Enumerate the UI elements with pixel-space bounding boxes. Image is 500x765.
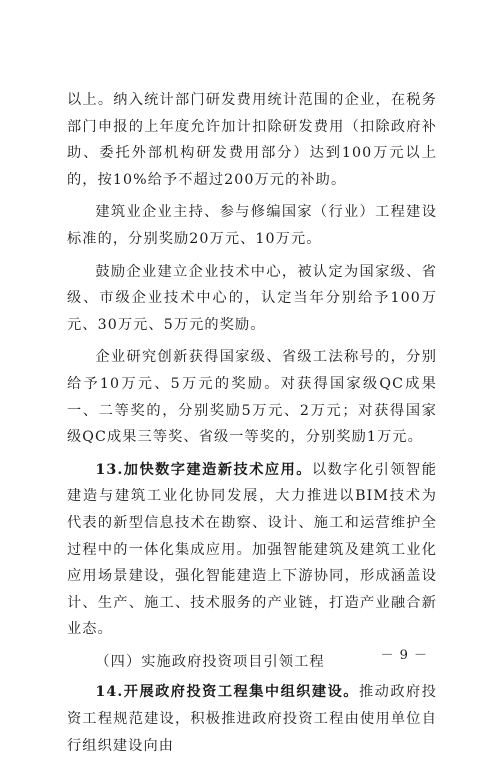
section-13-body: 以数字化引领智能建造与建筑工业化协同发展，大力推进以BIM技术为代表的新型信息技术在勘察、设计、施工和运营维护全过程中的一体化集成应用。加强智能建筑及建筑工业化应用场景建设，强化智能建造上下游协同，形成涵盖设计、生产、施工、技术服务的产业链，打造产业融合新业态。 <box>67 461 437 638</box>
paragraph-government-investment <box>67 679 437 759</box>
paragraph-rd-subsidy: 以上。纳入统计部门研发费用统计范围的企业，在税务部门申报的上年度允许加计扣除研发费用（扣除政府补助、委托外部机构研发费用部分）达到100万元以上的，按10%给予不超过200万元的补助。 <box>67 92 437 188</box>
section-14-body: 推动政府投资工程规范建设，积极推进政府投资工程由使用单位自行组织建设向由 <box>67 684 437 754</box>
paragraph-method-qc-reward: 企业研究创新获得国家级、省级工法称号的，分别给予10万元、5万元的奖励。对获得国家级QC成果一、二等奖的，分别奖励5万元、2万元；对获得国家级QC成果三等奖、省级一等奖的，分别奖励1万元。 <box>67 349 437 446</box>
page-number: － 9 － <box>380 648 428 663</box>
section-13-heading: 13.加快数字建造新技术应用。 <box>95 461 312 478</box>
paragraph-standards-reward: 建筑业企业主持、参与修编国家（行业）工程建设标准的，分别奖励20万元、10万元。 <box>67 204 437 247</box>
section-14-heading: 14.开展政府投资工程集中组织建设。 <box>95 684 359 701</box>
body-text <box>67 87 437 765</box>
paragraph-digital-construction <box>67 457 437 643</box>
subsection-heading-4: （四）实施政府投资项目引领工程 <box>95 653 325 670</box>
paragraph-tech-center-reward: 鼓励企业建立企业技术中心，被认定为国家级、省级、市级企业技术中心的，认定当年分别给予100万元、30万元、5万元的奖励。 <box>67 263 437 333</box>
